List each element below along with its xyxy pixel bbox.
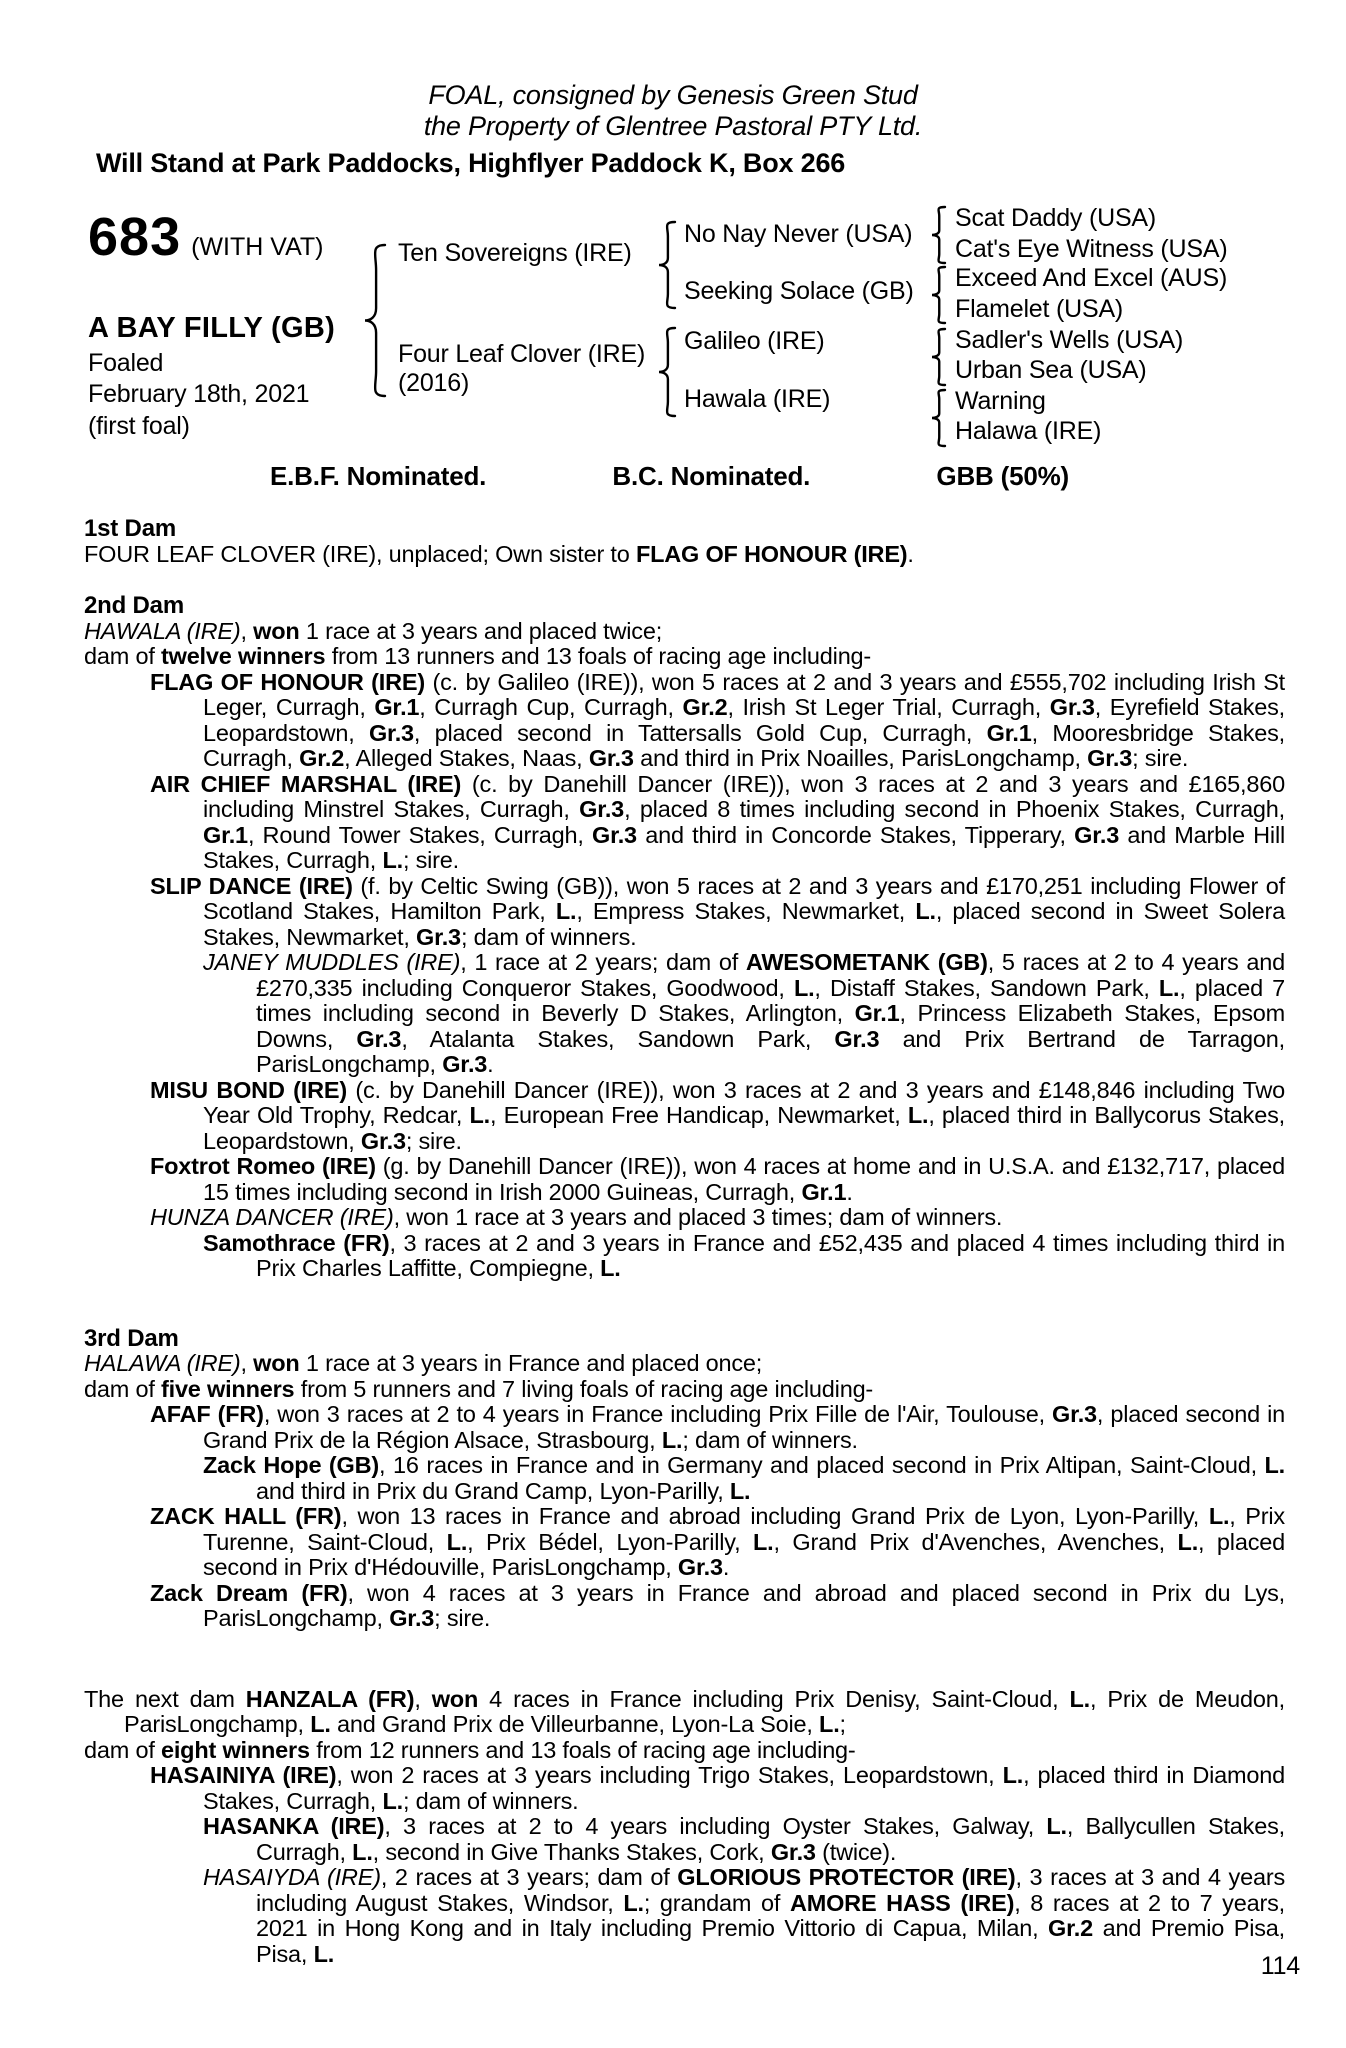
dam-section-heading: 2nd Dam [84,592,184,619]
dam-section-heading: 3rd Dam [84,1324,179,1352]
great-grandsire-name: Scat Daddy (USA) [955,204,1157,232]
pedigree-brace [364,244,386,397]
pedigree-paragraph: HASAIYDA (IRE), 2 races at 3 years; dam of GLORIOUS PROTECTOR (IRE), 3 races at 3 and 4 years including August Stakes, Windsor, L.; grandam of AMORE HASS (IRE), 8 races at 2 to 7 years, 2021 in Hong Kong and in Italy including Premio Vittorio di Capua, Milan, Gr.2 and Premio Pisa, Pisa, L. [203,1864,1285,1967]
foaled-date: February 18th, 2021 [88,380,310,408]
pedigree-paragraph: Foxtrot Romeo (IRE) (g. by Danehill Dancer (IRE)), won 4 races at home and in U.S.A. and £132,717, placed 15 times including second in Irish 2000 Guineas, Curragh, Gr.1. [150,1153,1285,1205]
lot-description: A BAY FILLY (GB) [88,312,336,344]
pedigree-paragraph: FLAG OF HONOUR (IRE) (c. by Galileo (IRE)), won 5 races at 2 and 3 years and £555,702 including Irish St Leger, Curragh, Gr.1, Curragh Cup, Curragh, Gr.2, Irish St Leger Trial, Curragh, Gr.3, Eyrefield Stakes, Leopardstown, Gr.3, placed second in Tattersalls Gold Cup, Curragh, Gr.1, Mooresbridge Stakes, Curragh, Gr.2, Alleged Stakes, Naas, Gr.3 and third in Prix Noailles, ParisLongchamp, Gr.3; sire. [150,668,1286,771]
great-grandsire-name: Exceed And Excel (AUS) [955,264,1228,292]
great-grandsire-name: Sadler's Wells (USA) [955,326,1184,354]
dam-foaling-year: (2016) [398,369,470,397]
pedigree-paragraph: Samothrace (FR), 3 races at 2 and 3 years in France and £52,435 and placed 4 times including third in Prix Charles Laffitte, Compiegne, L. [203,1229,1285,1281]
pedigree-paragraph: dam of eight winners from 12 runners and 13 foals of racing age including- [84,1736,856,1763]
dam-dam-name: Hawala (IRE) [684,385,831,413]
great-grandsire-name: Warning [955,387,1046,415]
pedigree-paragraph: SLIP DANCE (IRE) (f. by Celtic Swing (GB)), won 5 races at 2 and 3 years and £170,251 including Flower of Scotland Stakes, Hamilton Park, L., Empress Stakes, Newmarket, L., placed second in Sweet Solera Stakes, Newmarket, Gr.3; dam of winners. [150,872,1285,950]
foaled-label: Foaled [88,349,164,377]
pedigree-paragraph: JANEY MUDDLES (IRE), 1 race at 2 years; dam of AWESOMETANK (GB), 5 races at 2 to 4 years and £270,335 including Conqueror Stakes, Goodwood, L., Distaff Stakes, Sandown Park, L., placed 7 times including second in Beverly D Stakes, Arlington, Gr.1, Princess Elizabeth Stakes, Epsom Downs, Gr.3, Atalanta Stakes, Sandown Park, Gr.3 and Prix Bertrand de Tarragon, ParisLongchamp, Gr.3. [203,949,1285,1077]
consignment-title [0,80,1346,142]
great-granddam-name: Cat's Eye Witness (USA) [955,235,1228,263]
pedigree-paragraph: ZACK HALL (FR), won 13 races in France and abroad including Grand Prix de Lyon, Lyon-Parilly, L., Prix Turenne, Saint-Cloud, L., Prix Bédel, Lyon-Parilly, L., Grand Prix d'Avenches, Avenches, L., placed second in Prix d'Hédouville, ParisLongchamp, Gr.3. [150,1503,1285,1580]
great-granddam-name: Halawa (IRE) [955,417,1102,445]
pedigree-brace [658,327,676,417]
consignment-line2: the Property of Glentree Pastoral PTY Ltd. [423,111,923,141]
vat-note: (WITH VAT) [191,233,324,261]
pedigree-paragraph: FOUR LEAF CLOVER (IRE), unplaced; Own sister to FLAG OF HONOUR (IRE). [84,540,914,567]
first-foal-note: (first foal) [88,412,190,440]
stand-location-line: Will Stand at Park Paddocks, Highflyer Paddock K, Box 266 [96,148,846,178]
pedigree-paragraph: HUNZA DANCER (IRE), won 1 race at 3 years and placed 3 times; dam of winners. [150,1204,1003,1230]
pedigree-paragraph: HALAWA (IRE), won 1 race at 3 years in France and placed once; [84,1350,763,1376]
ebf-nominated-label: E.B.F. Nominated. [270,461,487,491]
lot-number: 683 [88,207,182,267]
pedigree-paragraph: HAWALA (IRE), won 1 race at 3 years and placed twice; [84,617,663,644]
sire-dam-name: Seeking Solace (GB) [684,277,914,305]
great-granddam-name: Flamelet (USA) [955,295,1124,323]
pedigree-brace [931,328,946,386]
pedigree-paragraph: dam of five winners from 5 runners and 7 living foals of racing age including- [84,1375,874,1402]
pedigree-brace [931,206,946,264]
consignment-line1: FOAL, consigned by Genesis Green Stud [428,80,918,110]
lot-number-row [88,207,324,267]
pedigree-paragraph: AIR CHIEF MARSHAL (IRE) (c. by Danehill Dancer (IRE)), won 3 races at 2 and 3 years and £165,860 including Minstrel Stakes, Curragh, Gr.3, placed 8 times including second in Phoenix Stakes, Curragh, Gr.1, Round Tower Stakes, Curragh, Gr.3 and third in Concorde Stakes, Tipperary, Gr.3 and Marble Hill Stakes, Curragh, L.; sire. [150,770,1286,873]
pedigree-text [84,516,1285,1967]
dam-name: Four Leaf Clover (IRE) [398,340,646,368]
sire-name: Ten Sovereigns (IRE) [398,239,632,267]
pedigree-brace [931,389,946,447]
pedigree-paragraph: HASANKA (IRE), 3 races at 2 to 4 years including Oyster Stakes, Galway, L., Ballycullen Stakes, Curragh, L., second in Give Thanks Stakes, Cork, Gr.3 (twice). [203,1813,1285,1865]
sire-sire-name: No Nay Never (USA) [684,220,913,248]
dam-sire-name: Galileo (IRE) [684,327,825,355]
pedigree-paragraph: Zack Dream (FR), won 4 races at 3 years in France and abroad and placed second in Prix du Lys, ParisLongchamp, Gr.3; sire. [150,1579,1285,1631]
lot-pedigree-block [0,194,1346,450]
great-granddam-name: Urban Sea (USA) [955,356,1147,384]
pedigree-paragraph: MISU BOND (IRE) (c. by Danehill Dancer (IRE)), won 3 races at 2 and 3 years and £148,846 including Two Year Old Trophy, Redcar, L., European Free Handicap, Newmarket, L., placed third in Ballycorus Stakes, Leopardstown, Gr.3; sire. [150,1076,1285,1154]
pedigree-paragraph: The next dam HANZALA (FR), won 4 races in France including Prix Denisy, Saint-Cloud, L., Prix de Meudon, ParisLongchamp, L. and Grand Prix de Villeurbanne, Lyon-La Soie, L.; [84,1685,1285,1737]
pedigree-paragraph: Zack Hope (GB), 16 races in France and in Germany and placed second in Prix Altipan, Saint-Cloud, L. and third in Prix du Grand Camp, Lyon-Parilly, L. [203,1452,1285,1504]
pedigree-brace [658,221,676,309]
pedigree-paragraph: dam of twelve winners from 13 runners and 13 foals of racing age including- [84,643,872,669]
pedigree-brace [931,266,946,324]
pedigree-paragraph: HASAINIYA (IRE), won 2 races at 3 years including Trigo Stakes, Leopardstown, L., placed third in Diamond Stakes, Curragh, L.; dam of winners. [150,1762,1285,1814]
bc-nominated-label: B.C. Nominated. [612,461,811,491]
nominations-line [0,462,1346,490]
gbb-label: GBB (50%) [936,461,1069,491]
page-number: 114 [1260,1952,1300,1980]
dam-section-heading: 1st Dam [84,515,176,542]
pedigree-paragraph: AFAF (FR), won 3 races at 2 to 4 years in France including Prix Fille de l'Air, Toulouse, Gr.3, placed second in Grand Prix de la Région Alsace, Strasbourg, L.; dam of winners. [150,1401,1285,1453]
